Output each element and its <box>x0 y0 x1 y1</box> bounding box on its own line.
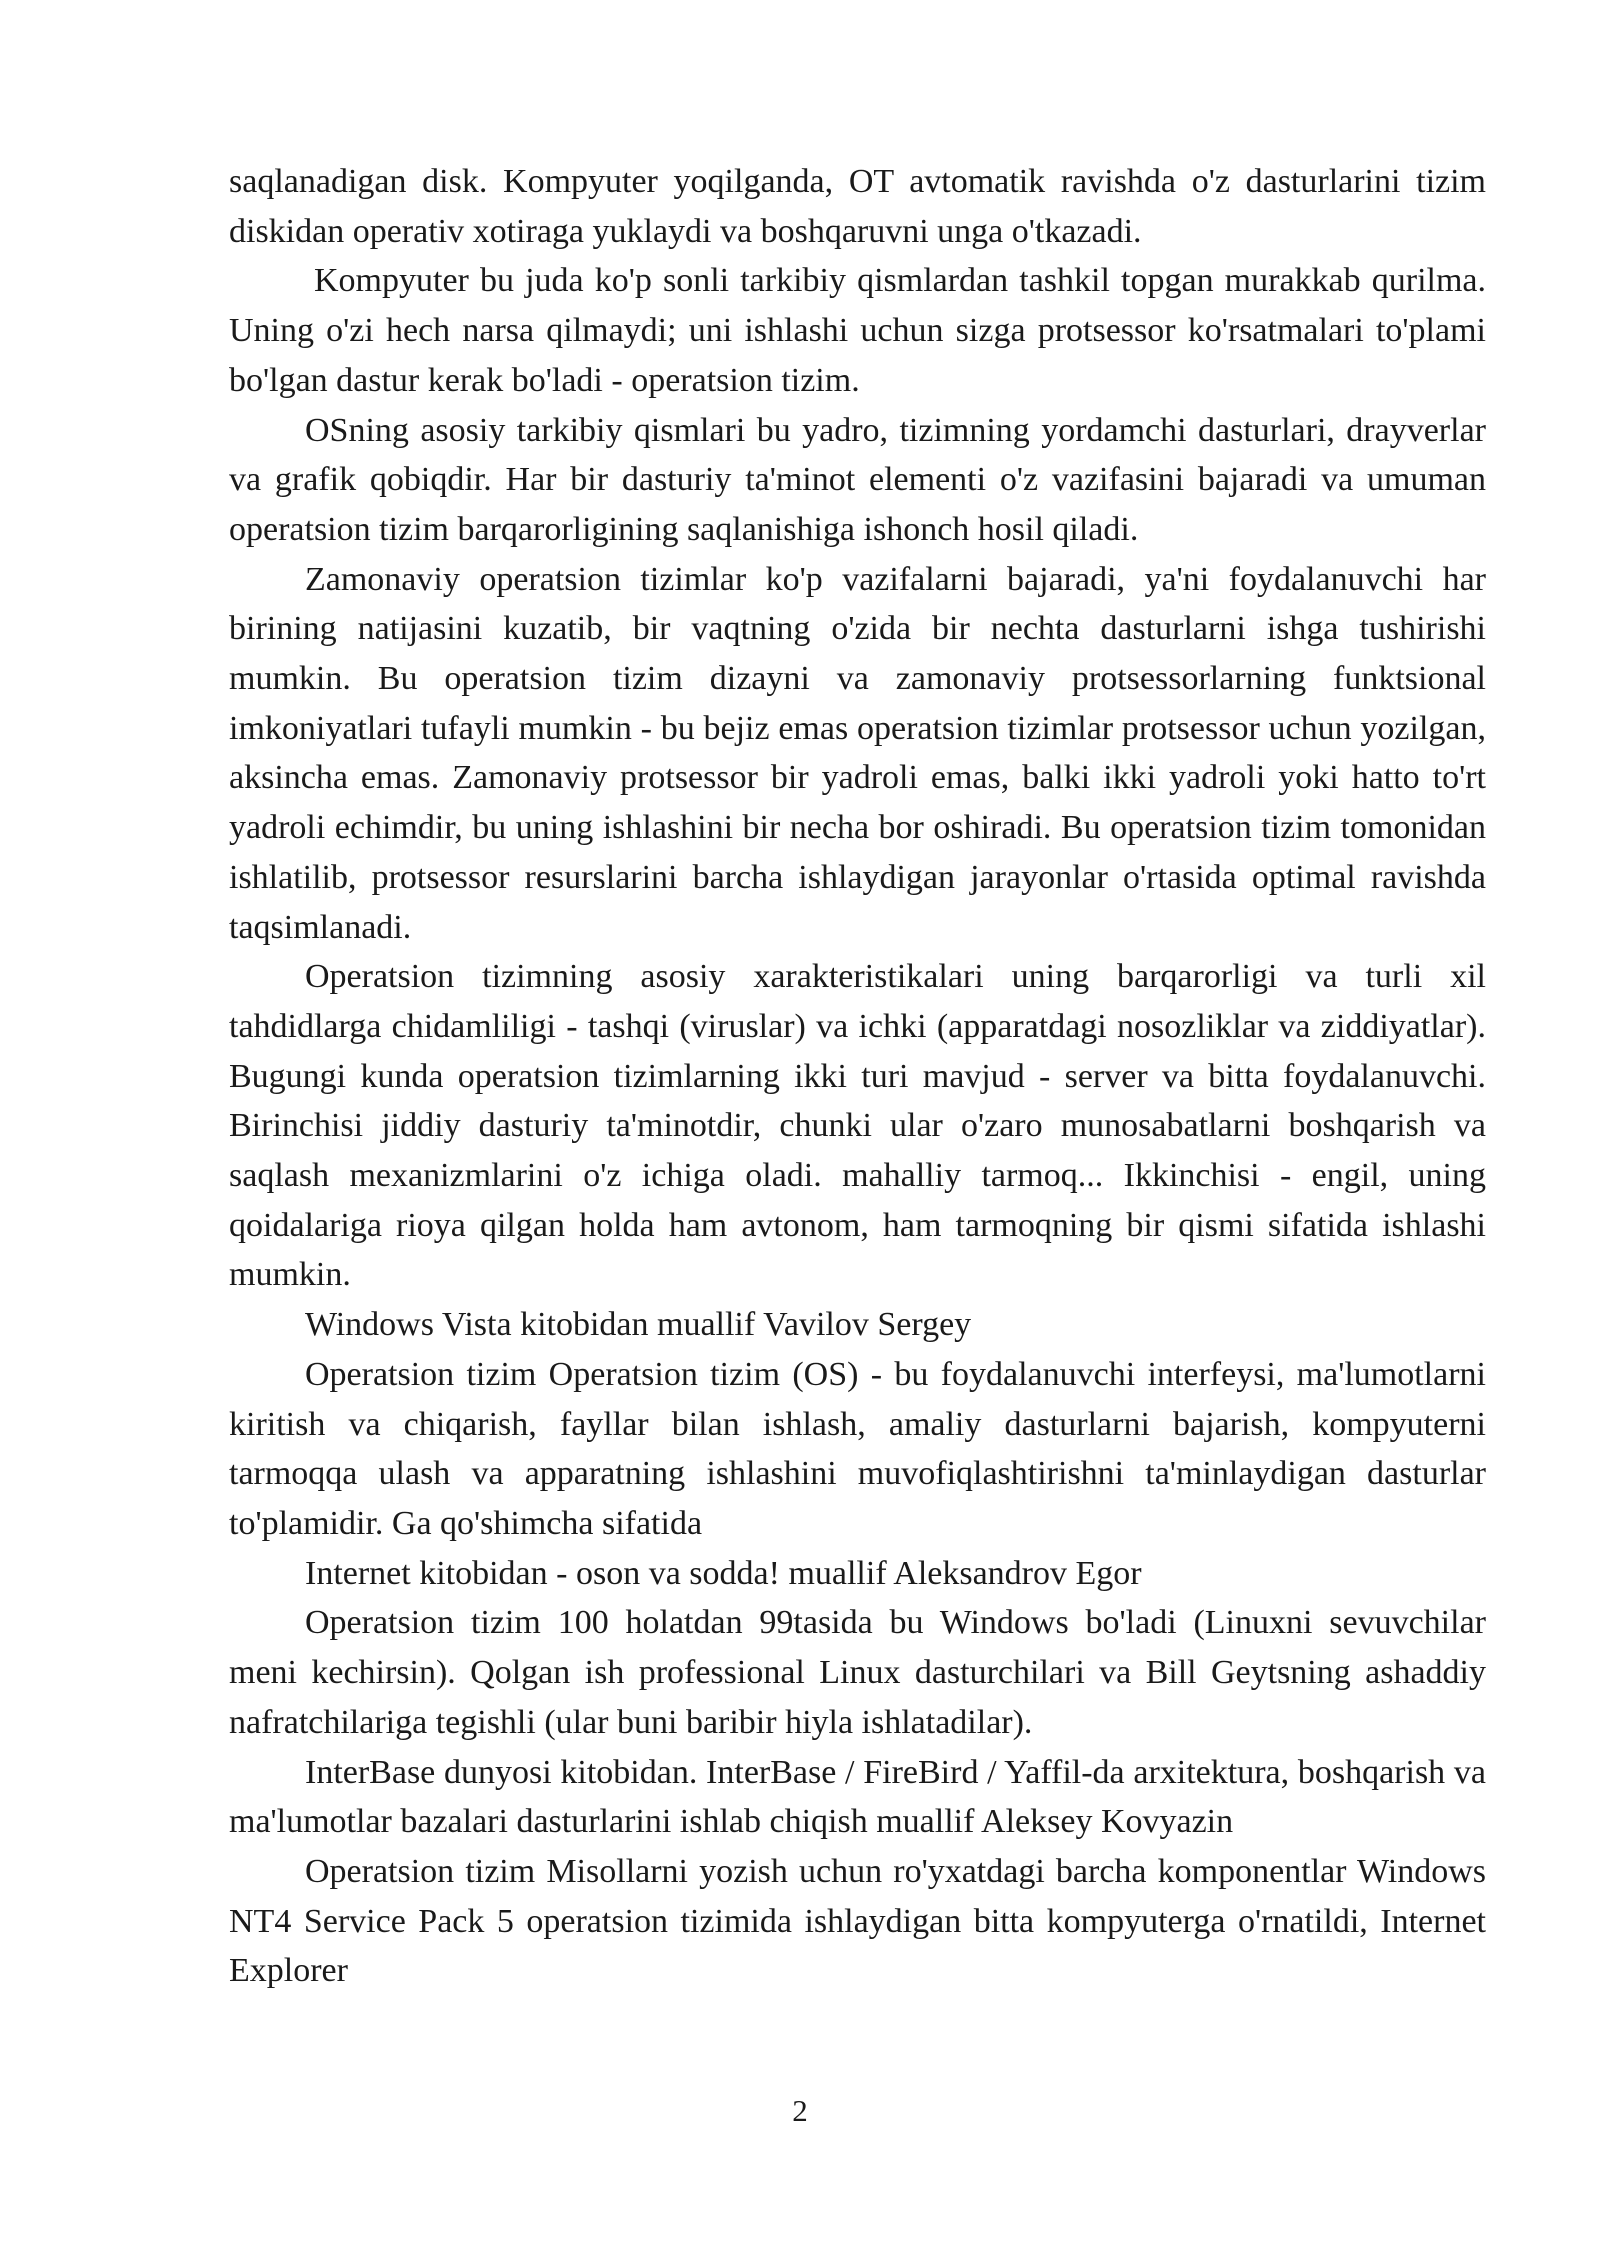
paragraph-windows-share: Operatsion tizim 100 holatdan 99tasida bu Windows bo'ladi (Linuxni sevuvchilar meni kechirsin). Qolgan ish professional Linux dasturchilari va Bill Geytsning ashaddiy nafratchilariga tegishli (ular buni baribir hiyla ishlatadilar). <box>229 1604 1486 1741</box>
paragraph-computer-definition: Kompyuter bu juda ko'p sonli tarkibiy qismlardan tashkil topgan murakkab qurilma. Uning o'zi hech narsa qilmaydi; uni ishlashi uchun sizga protsessor ko'rsatmalari to'plami bo'lgan dastur kerak bo'ladi - operatsion tizim. <box>229 262 1486 399</box>
document-body <box>229 157 1486 1996</box>
paragraph-os-components: OSning asosiy tarkibiy qismlari bu yadro, tizimning yordamchi dasturlari, drayverlar va grafik qobiqdir. Har bir dasturiy ta'minot elementi o'z vazifasini bajaradi va umuman operatsion tizim barqarorligining saqlanishiga ishonch hosil qiladi. <box>229 411 1486 548</box>
paragraph-os-characteristics: Operatsion tizimning asosiy xarakteristikalari uning barqarorligi va turli xil tahdidlarga chidamliligi - tashqi (viruslar) va ichki (apparatdagi nosozliklar va ziddiyatlar). Bugungi kunda operatsion tizimlarning ikki turi mavjud - server va bitta foydalanuvchi. Birinchisi jiddiy dasturiy ta'minotdir, chunki ular o'zaro munosabatlarni boshqarish va saqlash mexanizmlarini o'z ichiga oladi. mahalliy tarmoq... Ikkinchisi - engil, uning qoidalariga rioya qilgan holda ham avtonom, ham tarmoqning bir qismi sifatida ishlashi mumkin. <box>229 958 1486 1294</box>
paragraph-examples-setup: Operatsion tizim Misollarni yozish uchun ro'yxatdagi barcha komponentlar Windows NT4 Service Pack 5 operatsion tizimida ishlaydigan bitta kompyuterga o'rnatildi, Internet Explorer <box>229 1852 1486 1990</box>
paragraph-source-internet: Internet kitobidan - oson va sodda! muallif Aleksandrov Egor <box>305 1554 1142 1592</box>
page-number: 2 <box>792 2093 808 2128</box>
paragraph-continuation: saqlanadigan disk. Kompyuter yoqilganda, OT avtomatik ravishda o'z dasturlarini tizim diskidan operativ xotiraga yuklaydi va boshqaruvni unga o'tkazadi. <box>229 163 1486 250</box>
paragraph-multitasking: Zamonaviy operatsion tizimlar ko'p vazifalarni bajaradi, ya'ni foydalanuvchi har birining natijasini kuzatib, bir vaqtning o'zida bir nechta dasturlarni ishga tushirishi mumkin. Bu operatsion tizim dizayni va zamonaviy protsessorlarning funktsional imkoniyatlari tufayli mumkin - bu bejiz emas operatsion tizimlar protsessor uchun yozilgan, aksincha emas. Zamonaviy protsessor bir yadroli emas, balki ikki yadroli yoki hatto to'rt yadroli echimdir, bu uning ishlashini bir necha bor oshiradi. Bu operatsion tizim tomonidan ishlatilib, protsessor resurslarini barcha ishlaydigan jarayonlar o'rtasida optimal ravishda taqsimlanadi. <box>229 560 1486 946</box>
paragraph-os-definition: Operatsion tizim Operatsion tizim (OS) - bu foydalanuvchi interfeysi, ma'lumotlarni kiritish va chiqarish, fayllar bilan ishlash, amaliy dasturlarni bajarish, kompyuterni tarmoqqa ulash va apparatning ishlashini muvofiqlashtirishni ta'minlaydigan dasturlar to'plamidir. Ga qo'shimcha sifatida <box>229 1355 1486 1542</box>
paragraph-source-interbase: InterBase dunyosi kitobidan. InterBase / FireBird / Yaffil-da arxitektura, boshqarish va ma'lumotlar bazalari dasturlarini ishlab chiqish muallif Aleksey Kovyazin <box>229 1753 1486 1841</box>
paragraph-source-vista: Windows Vista kitobidan muallif Vavilov Sergey <box>305 1306 972 1344</box>
